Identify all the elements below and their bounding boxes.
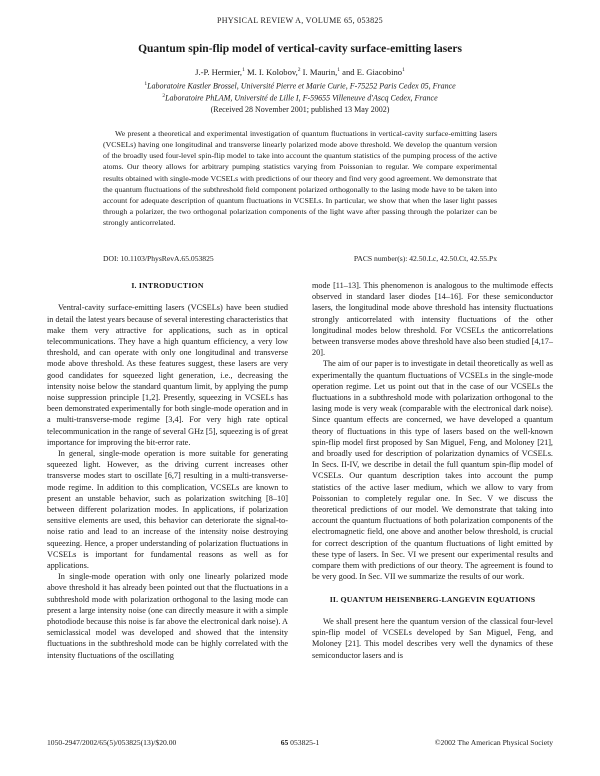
footer-copyright: ©2002 The American Physical Society	[434, 738, 553, 747]
author-name: and E. Giacobino	[342, 67, 403, 77]
section-heading-equations: II. QUANTUM HEISENBERG-LANGEVIN EQUATIONS	[329, 594, 536, 604]
abstract: We present a theoretical and experimental investigation of quantum fluctuations in vertical-cavity surface-emitting lasers (VCSELs) having one longitudinal and transverse linearly polarized mode above threshold. We develop the quantum version of the broadly used four-level spin-flip model to take into account the quantum statistics of the pumping process of the active atoms. Our theory allows for arbitrary pumping statistics varying from Poissonian to regular. We compare experimental results obtained with single-mode VCSELs with predictions of our theory and find very good agreement. We demonstrate that the quantum fluctuations of the subthreshold field component polarized orthogonally to the lasing mode have to be taken into account for adequate description of quantum fluctuations in VCSELs. In particular, we show that when the laser light passes through a polarizer, the two orthogonal polarization components of the light wave after passing through the polarizer can be strongly anticorrelated.	[103, 129, 497, 228]
affiliation-mark: 2	[162, 93, 166, 99]
affiliation-2	[0, 93, 600, 103]
affiliation-mark: 1	[242, 67, 245, 74]
affiliation-mark: 2	[297, 67, 301, 74]
paragraph: The aim of our paper is to investigate in detail theoretically as well as experimentally the quantum fluctuations of VCSELs in the single-mode operation regime. Let us point out that in the case of our VCSELs the fluctuations in a subthreshold mode with polarization orthogonal to the lasing mode is very weak (comparable with the electronical dark noise). Since quantum effects are concerned, we have developed a quantum theory of fluctuations in this type of lasers based on the well-known spin-flip model first proposed by San Miguel, Feng, and Moloney [21], and broadly used for description of polarization dynamics of VCSELs. In Secs. II-IV, we describe in detail the full quantum spin-flip model of VCSELs. Our quantum description takes into account the pump statistics of the active laser medium, which we allow to vary from Poissonian to completely regular one. In Sec. V we discuss the theoretical predictions of our model. We demonstrate that taking into account the quantum fluctuations of both polarization components of the electromagnetic field, one above and another below threshold, is crucial for correct description of the quantum fluctuations of light emitted by these type of lasers. In Sec. VI we present our experimental results and compare them with predictions of our theory. The agreement is found to be very good. In Sec. VII we summarize the results of our work.	[312, 359, 553, 582]
author-name: I. Maurin,	[302, 67, 338, 77]
section-heading-introduction: I. INTRODUCTION	[131, 281, 204, 290]
right-column	[312, 280, 553, 661]
paragraph: mode [11–13]. This phenomenon is analogous to the multimode effects observed in standard laser diodes [14–16]. For these semiconductor lasers, the longitudinal mode above threshold has intensity fluctuations strongly anticorrelated with intensity fluctuations of the other longitudinal modes below threshold. For VCSELs the anticorrelations between transverse modes above threshold have also been studied [4,17–20].	[312, 281, 554, 358]
affiliation-text: Laboratoire PhLAM, Université de Lille I, F-59655 Villeneuve d'Ascq Cedex, France	[165, 93, 438, 103]
affiliation-mark: 1	[402, 67, 405, 74]
affiliation-mark: 1	[144, 81, 148, 87]
paragraph: We shall present here the quantum version of the classical four-level spin-flip model of VCSELs developed by San Miguel, Feng, and Moloney [21]. This model describes very well the dynamics of these semiconductor lasers and is	[312, 617, 553, 660]
left-column	[47, 280, 288, 661]
pacs-numbers: PACS number(s): 42.50.Lc, 42.50.Ct, 42.55.Px	[353, 254, 497, 263]
author-name: M. I. Kolobov,	[246, 67, 298, 77]
affiliation-text: Laboratoire Kastler Brossel, Université Pierre et Marie Curie, F-75252 Paris Cedex 05, France	[147, 81, 456, 91]
affiliation-mark: 1	[337, 67, 341, 74]
running-head: PHYSICAL REVIEW A, VOLUME 65, 053825	[217, 16, 383, 25]
footer-volume: 65	[280, 738, 289, 747]
footer-article-id: 053825-1	[288, 738, 320, 747]
paragraph: In single-mode operation with only one linearly polarized mode above threshold it has already been pointed out that the fluctuations in a subthreshold mode with polarization orthogonal to the lasing mode can present a large intensity noise (one can directly measure it with a simple photodiode because this noise is far above the electronical dark noise). A semiclassical model was developed and showed that the intensity fluctuations in the subthreshold mode can be highly correlated with the intensity fluctuations of the oscillating	[47, 572, 288, 660]
paragraph: In general, single-mode operation is more suitable for generating squeezed light. However, as the driving current increases other transverse modes start to oscillate [6,7] resulting in a multi-transverse-mode regime. In addition to this complication, VCSELs are known to present an unstable behavior, such as polarization switching [8–10] between different polarization modes. In applications, if polarization sensitive elements are used, this behavior can deteriorate the signal-to-noise ratio and lead to an increase of the intensity noise destroying squeezing. Hence, a proper understanding of polarization fluctuations in VCSELs is important for fundamental reasons as well as for applications.	[47, 449, 288, 571]
affiliation-1	[0, 81, 600, 91]
paragraph: Ventral-cavity surface-emitting lasers (VCSELs) have been studied in detail the latest years because of several interesting characteristics that make them very attractive for applications, such as in optical telecommunications. They have a high quantum efficiency, a very low threshold, and can operate with only one longitudinal and transverse mode above threshold. As these features suggest, these lasers are very good candidates for squeezed light generation, i.e., decreasing the intensity noise below the standard quantum limit, by applying the pump noise suppression principle [1,2]. Presently, squeezing in VCSELs has been demonstrated experimentally for both single-mode operation and in a multi-transverse-mode regime [3,4]. For very high rate optical telecommunication in the range of several GHz [5], squeezing is of great importance for improving the bit-error rate.	[47, 303, 288, 447]
author-name: J.-P. Hermier,	[195, 67, 243, 77]
author-list	[0, 67, 600, 77]
received-date: (Received 28 November 2001; published 13 May 2002)	[210, 105, 390, 114]
paper-title: Quantum spin-flip model of vertical-cavity surface-emitting lasers	[138, 43, 462, 55]
footer-issn: 1050-2947/2002/65(5)/053825(13)/$20.00	[47, 738, 177, 747]
doi-link[interactable]: DOI: 10.1103/PhysRevA.65.053825	[103, 254, 214, 263]
